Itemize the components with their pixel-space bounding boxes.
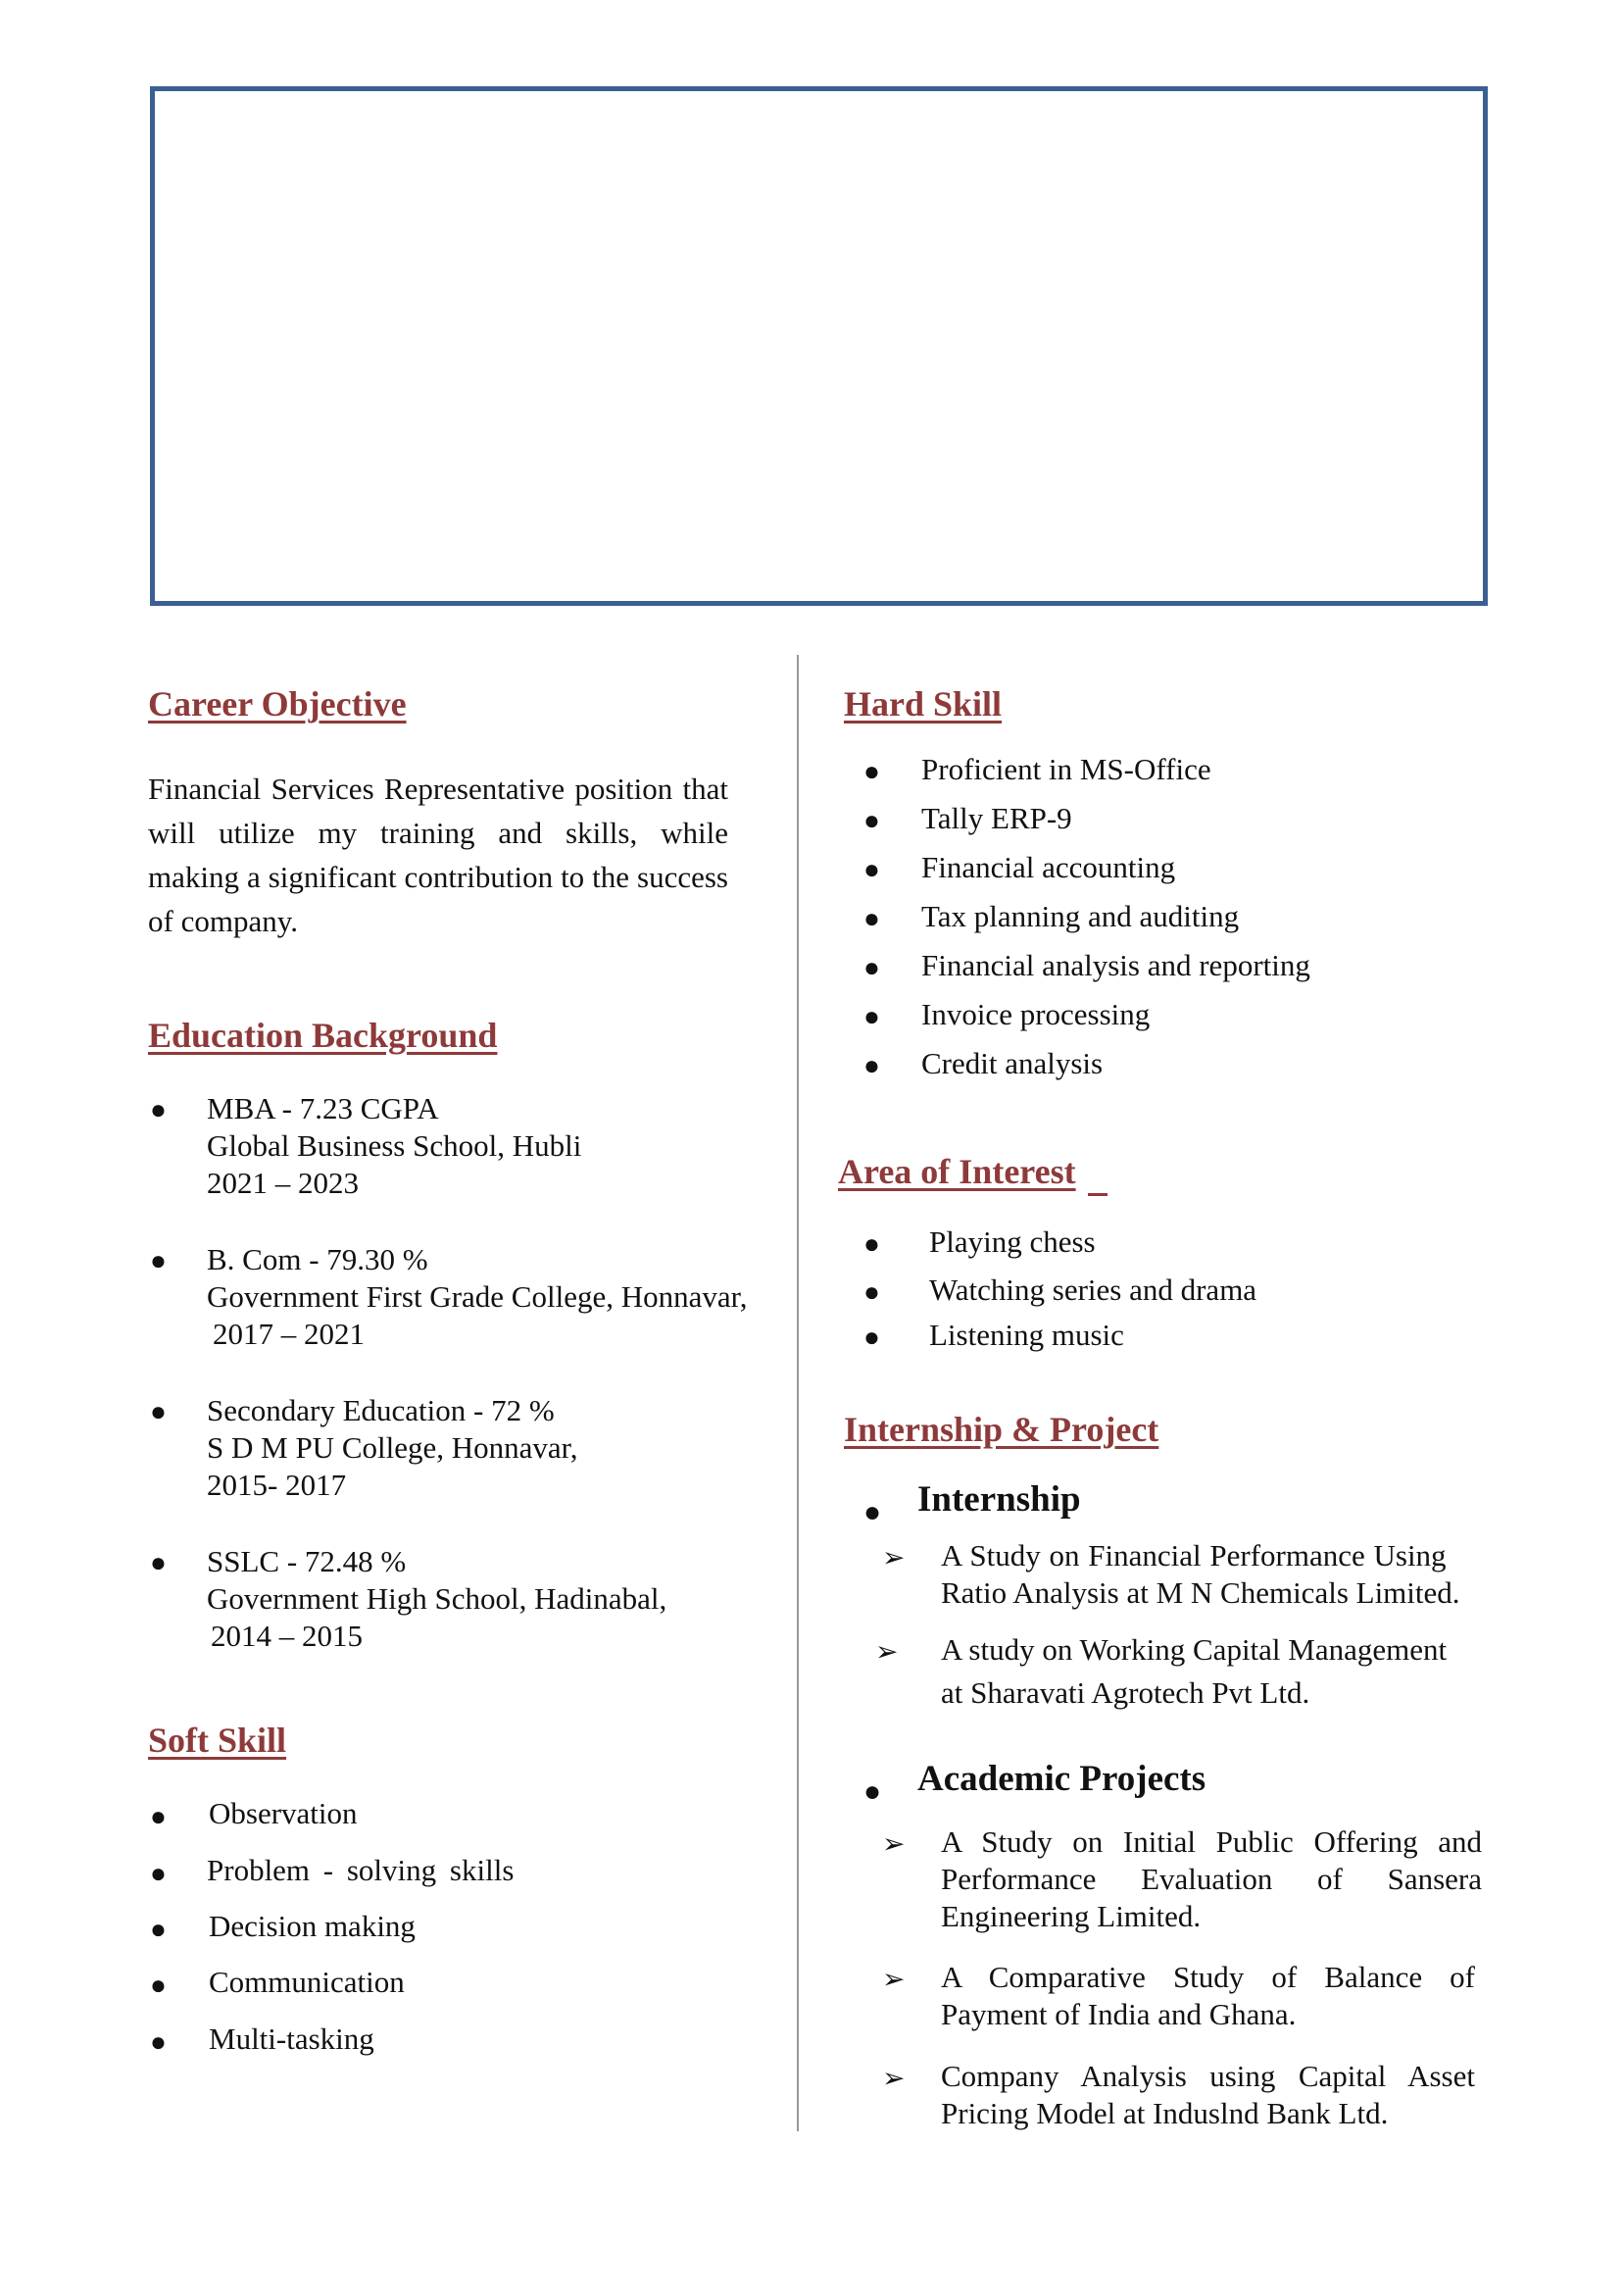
internship-item: at Sharavati Agrotech Pvt Ltd.: [941, 1675, 1310, 1710]
arrow-bullet-icon: ➢: [882, 1543, 906, 1573]
hard-skill-item: Financial accounting: [921, 850, 1176, 884]
education-years: 2015- 2017: [207, 1468, 347, 1502]
bullet-icon: ●: [863, 1496, 882, 1528]
internship-item: A Study on Financial Performance Using: [941, 1538, 1447, 1572]
area-of-interest-heading: Area of Interest: [838, 1152, 1076, 1191]
header-photo-box: [150, 86, 1488, 606]
academic-projects-title: Academic Projects: [917, 1759, 1206, 1799]
academic-item: Performance Evaluation of Sansera: [941, 1862, 1482, 1896]
academic-item: Pricing Model at Induslnd Bank Ltd.: [941, 2096, 1389, 2130]
soft-skill-item: Multi-tasking: [209, 2021, 374, 2056]
arrow-bullet-icon: ➢: [882, 1829, 906, 1860]
bullet-icon: ●: [150, 1548, 167, 1578]
internship-item: Ratio Analysis at M N Chemicals Limited.: [941, 1575, 1460, 1610]
education-institution: Government First Grade College, Honnavar,: [207, 1279, 748, 1314]
education-institution: Global Business School, Hubli: [207, 1128, 582, 1163]
bullet-icon: ●: [150, 1915, 167, 1945]
hard-skill-item: Tax planning and auditing: [921, 899, 1240, 933]
bullet-icon: ●: [863, 806, 880, 836]
education-years: 2017 – 2021: [213, 1317, 365, 1351]
career-objective-heading: Career Objective: [148, 684, 407, 724]
soft-skill-item: Decision making: [209, 1909, 416, 1943]
education-degree: B. Com - 79.30 %: [207, 1242, 428, 1276]
bullet-icon: ●: [150, 1095, 167, 1125]
bullet-icon: ●: [150, 1397, 167, 1427]
bullet-icon: ●: [863, 1229, 880, 1260]
soft-skill-item: Observation: [209, 1796, 358, 1830]
bullet-icon: ●: [863, 1775, 882, 1808]
heading-underline-tail: [1088, 1193, 1107, 1196]
bullet-icon: ●: [863, 1051, 880, 1081]
hard-skill-item: Tally ERP-9: [921, 801, 1072, 835]
interest-item: Listening music: [929, 1318, 1124, 1352]
bullet-icon: ●: [863, 757, 880, 787]
arrow-bullet-icon: ➢: [882, 2064, 906, 2094]
education-degree: MBA - 7.23 CGPA: [207, 1091, 439, 1125]
education-institution: S D M PU College, Honnavar,: [207, 1430, 578, 1465]
bullet-icon: ●: [863, 855, 880, 885]
bullet-icon: ●: [150, 1246, 167, 1276]
bullet-icon: ●: [150, 2027, 167, 2058]
education-heading: Education Background: [148, 1016, 498, 1055]
soft-skill-item: Problem - solving skills: [207, 1853, 515, 1887]
hard-skill-item: Proficient in MS-Office: [921, 752, 1211, 786]
interest-item: Watching series and drama: [929, 1273, 1257, 1307]
interest-item: Playing chess: [929, 1224, 1096, 1259]
academic-item: Payment of India and Ghana.: [941, 1997, 1297, 2031]
bullet-icon: ●: [863, 1323, 880, 1353]
hard-skill-heading: Hard Skill: [844, 684, 1003, 724]
bullet-icon: ●: [150, 1971, 167, 2001]
bullet-icon: ●: [863, 1277, 880, 1308]
bullet-icon: ●: [863, 904, 880, 934]
hard-skill-item: Credit analysis: [921, 1046, 1104, 1080]
education-institution: Government High School, Hadinabal,: [207, 1581, 667, 1616]
bullet-icon: ●: [150, 1859, 167, 1889]
career-objective-text: Financial Services Representative position that will utilize my training and skills, while making a significant contribution to the success of company.: [148, 772, 728, 938]
bullet-icon: ●: [150, 1802, 167, 1832]
bullet-icon: ●: [863, 953, 880, 983]
internship-project-heading: Internship & Project: [844, 1410, 1159, 1449]
internship-title: Internship: [917, 1479, 1081, 1520]
soft-skill-item: Communication: [209, 1965, 405, 1999]
academic-item: A Comparative Study of Balance of: [941, 1960, 1475, 1994]
soft-skill-heading: Soft Skill: [148, 1721, 287, 1760]
education-degree: Secondary Education - 72 %: [207, 1393, 555, 1427]
column-divider: [797, 655, 799, 2131]
academic-item: Company Analysis using Capital Asset: [941, 2059, 1475, 2093]
hard-skill-item: Invoice processing: [921, 997, 1151, 1031]
education-years: 2014 – 2015: [211, 1619, 363, 1653]
internship-item: A study on Working Capital Management: [941, 1632, 1448, 1667]
academic-item: A Study on Initial Public Offering and: [941, 1824, 1482, 1859]
hard-skill-item: Financial analysis and reporting: [921, 948, 1310, 982]
academic-item: Engineering Limited.: [941, 1899, 1202, 1933]
education-years: 2021 – 2023: [207, 1166, 359, 1200]
bullet-icon: ●: [863, 1002, 880, 1032]
arrow-bullet-icon: ➢: [882, 1965, 906, 1995]
education-degree: SSLC - 72.48 %: [207, 1544, 407, 1578]
arrow-bullet-icon: ➢: [875, 1637, 899, 1668]
